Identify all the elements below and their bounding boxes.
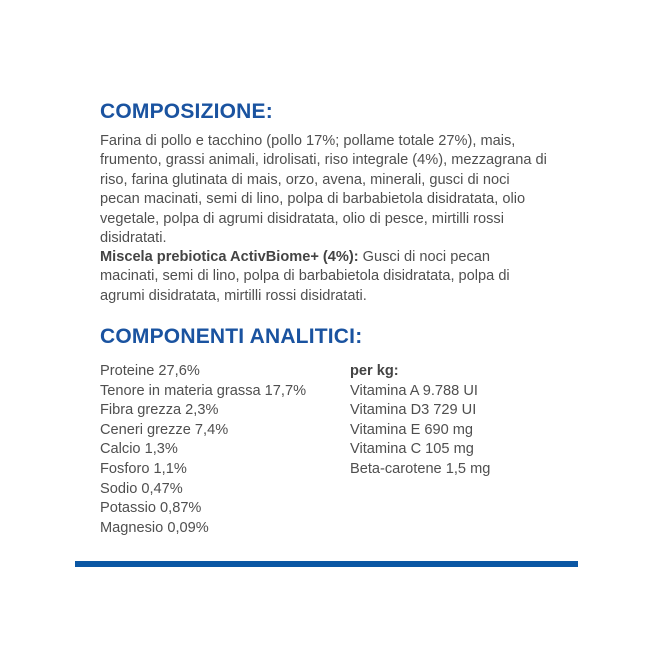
list-item: Vitamina E 690 mg [350,421,474,438]
list-item: Ceneri grezze 7,4% [100,421,229,438]
list-item: Fibra grezza 2,3% [100,402,219,419]
prebiotic-mixture-label: Miscela prebiotica ActivBiome+ (4%): [100,249,359,265]
analytical-left-column [100,362,350,538]
list-item: Magnesio 0,09% [100,519,209,536]
list-item: Proteine 27,6% [100,363,200,379]
list-item: Vitamina C 105 mg [350,441,474,458]
prebiotic-mixture-paragraph [100,248,552,306]
list-item: Tenore in materia grassa 17,7% [100,382,307,399]
list-item: Potassio 0,87% [100,500,202,517]
composition-heading: COMPOSIZIONE: [100,100,273,123]
analytical-right-column [350,362,560,480]
composition-paragraph: Farina di pollo e tacchino (pollo 17%; pollame totale 27%), mais, frumento, grassi animali, idrolisati, riso integrale (4%), mezzagrana di riso, farina glutinata di mais, orzo, avena, minerali, gusci di noci pecan macinati, semi di lino, polpa di barbabietola disidratata, olio vegetale, polpa di agrumi disidratata, olio di pesce, mirtilli rossi disidratati. [100,133,547,247]
list-item: Vitamina D3 729 UI [350,402,477,419]
list-item: Beta-carotene 1,5 mg [350,460,491,477]
list-item: Calcio 1,3% [100,441,178,458]
bottom-divider [75,561,578,567]
list-item: Fosforo 1,1% [100,460,187,477]
prebiotic-mixture-text: Gusci di noci pecan macinati, semi di lino, polpa di barbabietola disidratata, polpa di agrumi disidratata, mirtilli rossi disidratati. [100,249,510,304]
list-item: Vitamina A 9.788 UI [350,382,478,399]
list-item: Sodio 0,47% [100,480,183,497]
analytical-components-heading: COMPONENTI ANALITICI: [100,325,363,348]
analytical-nutrient-list [100,362,350,538]
per-kg-label: per kg: [350,363,399,379]
analytical-vitamin-list [350,382,560,480]
analytical-components-columns [100,362,560,538]
